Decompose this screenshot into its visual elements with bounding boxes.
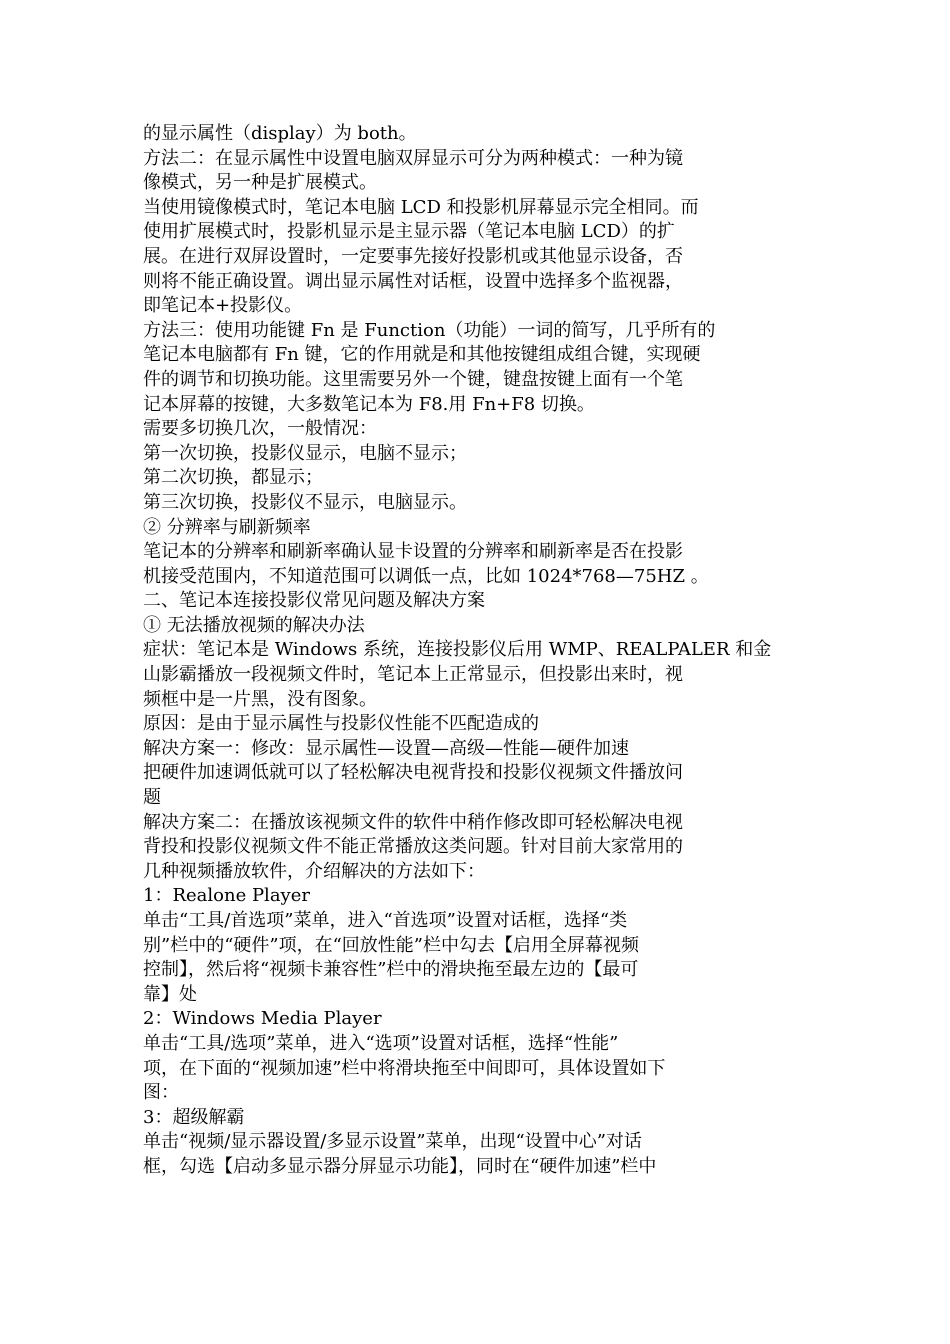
text-line: 靠】处 — [143, 983, 197, 1005]
text-line: 当使用镜像模式时，笔记本电脑 LCD 和投影机屏幕显示完全相同。而 — [143, 196, 699, 218]
text-line: 频框中是一片黑，没有图象。 — [143, 688, 377, 710]
text-line: 的显示属性（display）为 both。 — [143, 123, 417, 144]
text-line: 第三次切换，投影仪不显示，电脑显示。 — [143, 491, 467, 513]
document-body — [143, 122, 805, 1180]
text-line: 方法二：在显示属性中设置电脑双屏显示可分为两种模式：一种为镜 — [143, 147, 683, 169]
text-line: 把硬件加速调低就可以了轻松解决电视背投和投影仪视频文件播放问 — [143, 762, 683, 784]
text-line: 项，在下面的“视频加速”栏中将滑块拖至中间即可，具体设置如下 — [143, 1057, 666, 1079]
text-line: 图： — [143, 1082, 179, 1104]
text-line: 机接受范围内，不知道范围可以调低一点，比如 1024*768—75HZ 。 — [143, 565, 709, 587]
section-heading: 1：Realone Player — [143, 885, 310, 907]
text-line: 单击“工具/首选项”菜单，进入“首选项”设置对话框，选择“类 — [143, 910, 628, 931]
text-line: 笔记本的分辨率和刷新率确认显卡设置的分辨率和刷新率是否在投影 — [143, 541, 683, 563]
section-heading: 二、笔记本连接投影仪常见问题及解决方案 — [143, 590, 485, 612]
text-line: 展。在进行双屏设置时，一定要事先接好投影机或其他显示设备，否 — [143, 245, 683, 267]
text-line: 第二次切换，都显示； — [143, 467, 323, 489]
section-heading: 3：超级解霸 — [143, 1106, 245, 1128]
text-line: 控制】，然后将“视频卡兼容性”栏中的滑块拖至最左边的【最可 — [143, 959, 639, 981]
text-line: 第一次切换，投影仪显示，电脑不显示； — [143, 442, 467, 464]
section-heading: 2：Windows Media Player — [143, 1008, 382, 1030]
section-heading: ② 分辨率与刷新频率 — [143, 516, 311, 538]
text-line: 山影霸播放一段视频文件时，笔记本上正常显示，但投影出来时，视 — [143, 664, 683, 686]
text-line: 单击“视频/显示器设置/多显示设置”菜单，出现“设置中心”对话 — [143, 1131, 642, 1153]
text-line: 则将不能正确设置。调出显示属性对话框，设置中选择多个监视器， — [143, 270, 683, 292]
text-line: 像模式，另一种是扩展模式。 — [143, 172, 377, 194]
text-line: 症状：笔记本是 Windows 系统，连接投影仪后用 WMP、REALPALER 和金 — [143, 639, 772, 661]
text-line: 方法三：使用功能键 Fn 是 Function（功能）一词的简写，几乎所有的 — [143, 319, 716, 341]
text-line: 别”栏中的“硬件”项，在“回放性能”栏中勾去【启用全屏幕视频 — [143, 934, 640, 956]
text-line: 几种视频播放软件，介绍解决的方法如下： — [143, 860, 485, 882]
text-line: 解决方案一：修改：显示属性—设置—高级—性能—硬件加速 — [143, 737, 629, 759]
text-line: 单击“工具/选项”菜单，进入“选项”设置对话框，选择“性能” — [143, 1032, 619, 1054]
section-heading: ① 无法播放视频的解决办法 — [143, 614, 365, 636]
text-line: 背投和投影仪视频文件不能正常播放这类问题。针对目前大家常用的 — [143, 836, 683, 858]
text-line: 记本屏幕的按键，大多数笔记本为 F8.用 Fn+F8 切换。 — [143, 393, 595, 415]
text-line: 即笔记本+投影仪。 — [143, 295, 303, 317]
text-line: 解决方案二：在播放该视频文件的软件中稍作修改即可轻松解决电视 — [143, 811, 683, 833]
text-line: 框，勾选【启动多显示器分屏显示功能】，同时在“硬件加速”栏中 — [143, 1155, 657, 1177]
text-line: 使用扩展模式时，投影机显示是主显示器（笔记本电脑 LCD）的扩 — [143, 221, 675, 243]
text-line: 题 — [143, 787, 161, 809]
text-line: 件的调节和切换功能。这里需要另外一个键，键盘按键上面有一个笔 — [143, 368, 683, 390]
text-line: 原因：是由于显示属性与投影仪性能不匹配造成的 — [143, 713, 539, 735]
text-line: 笔记本电脑都有 Fn 键，它的作用就是和其他按键组成组合键，实现硬 — [143, 344, 701, 366]
text-line: 需要多切换几次，一般情况： — [143, 418, 377, 440]
